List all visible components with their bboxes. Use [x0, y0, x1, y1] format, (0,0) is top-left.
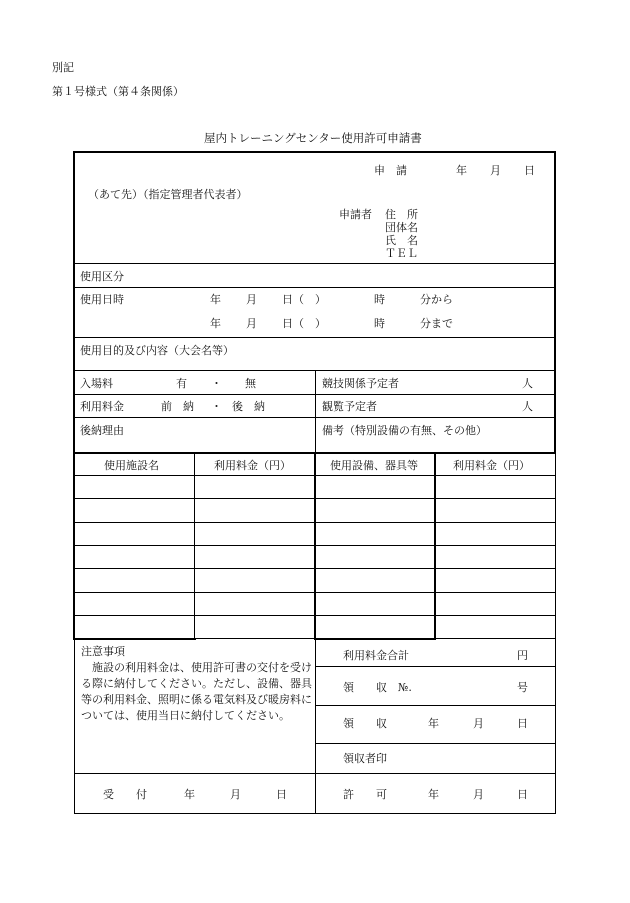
- line: [74, 475, 555, 476]
- receipt-year-label: 年: [428, 717, 439, 730]
- total-fee-unit: 円: [517, 649, 528, 662]
- applicant-label: 申請者: [339, 208, 372, 221]
- until-month-label: 月: [246, 317, 257, 330]
- page-title: 屋内トレーニングセンター使用許可申請書: [204, 131, 422, 145]
- application-month-label: 月: [490, 164, 501, 177]
- notes-body: 施設の利用料金は、使用許可書の交付を受ける際に納付してください。ただし、設備、器具等の利用料金、照明に係る電気料及び暖房料については、使用当日に納付してください。: [81, 661, 312, 722]
- reception-year-label: 年: [184, 788, 195, 801]
- line: [196, 638, 314, 639]
- tel-label: ＴＥＬ: [385, 247, 418, 260]
- usage-datetime-label: 使用日時: [80, 293, 124, 306]
- remarks-label: 備考（特別設備の有無、その他）: [322, 424, 487, 437]
- spectators-unit: 人: [522, 400, 533, 413]
- address-label: 住 所: [385, 208, 418, 221]
- from-year-label: 年: [210, 293, 221, 306]
- from-hour-label: 時: [374, 293, 385, 306]
- from-day-label: 日（ ）: [282, 293, 326, 306]
- application-day-label: 日: [524, 164, 535, 177]
- receipt-number-label: 領 収 №.: [343, 681, 412, 694]
- until-day-label: 日（ ）: [282, 317, 326, 330]
- line: [74, 568, 555, 569]
- line: [194, 453, 195, 639]
- reception-label: 受 付: [103, 788, 147, 801]
- until-hour-label: 時: [374, 317, 385, 330]
- appendix-label: 別記: [52, 61, 74, 74]
- notes-heading: 注意事項: [81, 645, 125, 658]
- usage-purpose-label: 使用目的及び内容（大会名等）: [80, 344, 234, 357]
- line: [74, 639, 75, 814]
- reception-month-label: 月: [230, 788, 241, 801]
- competitors-label: 競技関係予定者: [322, 377, 399, 390]
- line: [73, 151, 75, 639]
- receiver-seal-label: 領収者印: [343, 752, 387, 765]
- line: [74, 287, 555, 288]
- name-label: 氏 名: [385, 234, 418, 247]
- facility-fee-header: 利用料金（円）: [214, 459, 291, 472]
- admission-fee-label: 入場料: [80, 377, 113, 390]
- line: [74, 522, 555, 523]
- line: [434, 453, 436, 639]
- postpay-option: 後 納: [232, 400, 265, 413]
- total-fee-label: 利用料金合計: [343, 649, 409, 662]
- from-minute-label: 分から: [420, 293, 453, 306]
- permission-year-label: 年: [428, 788, 439, 801]
- payment-separator: ・: [211, 400, 222, 413]
- line: [74, 545, 555, 546]
- line: [73, 151, 556, 153]
- addressee-label: （あて先）（指定管理者代表者）: [88, 188, 248, 201]
- application-year-label: 年: [456, 164, 467, 177]
- competitors-unit: 人: [522, 377, 533, 390]
- until-minute-label: 分まで: [420, 317, 453, 330]
- line: [315, 370, 316, 453]
- line: [314, 453, 316, 639]
- line: [74, 337, 555, 338]
- line: [74, 498, 555, 499]
- receipt-day-label: 日: [517, 717, 528, 730]
- line: [74, 773, 556, 774]
- equipment-fee-header: 利用料金（円）: [453, 459, 530, 472]
- permission-label: 許 可: [343, 788, 387, 801]
- line: [315, 705, 556, 706]
- line: [555, 453, 556, 814]
- postpay-reason-label: 後納理由: [80, 424, 124, 437]
- usage-fee-label: 利用料金: [80, 400, 124, 413]
- equipment-header: 使用設備、器具等: [330, 459, 418, 472]
- line: [74, 813, 556, 814]
- admission-yes-option: 有: [176, 377, 187, 390]
- form-number: 第１号様式（第４条関係）: [52, 85, 184, 98]
- application-label: 申 請: [374, 164, 407, 177]
- spectators-label: 観覧予定者: [322, 400, 377, 413]
- line: [315, 666, 556, 667]
- receipt-number-unit: 号: [517, 681, 528, 694]
- line: [314, 638, 436, 640]
- from-month-label: 月: [246, 293, 257, 306]
- usage-category-label: 使用区分: [80, 270, 124, 283]
- line: [315, 743, 556, 744]
- receipt-date-label: 領 収: [343, 717, 387, 730]
- admission-no-option: 無: [245, 377, 256, 390]
- facility-name-header: 使用施設名: [104, 459, 159, 472]
- line: [74, 592, 555, 593]
- group-name-label: 団体名: [385, 221, 418, 234]
- until-year-label: 年: [210, 317, 221, 330]
- line: [74, 615, 555, 616]
- prepay-option: 前 納: [161, 400, 194, 413]
- line: [554, 151, 556, 453]
- line: [74, 263, 555, 264]
- line: [436, 638, 555, 639]
- reception-day-label: 日: [276, 788, 287, 801]
- receipt-month-label: 月: [473, 717, 484, 730]
- permission-month-label: 月: [473, 788, 484, 801]
- line: [73, 638, 196, 640]
- admission-separator: ・: [211, 377, 222, 390]
- permission-day-label: 日: [517, 788, 528, 801]
